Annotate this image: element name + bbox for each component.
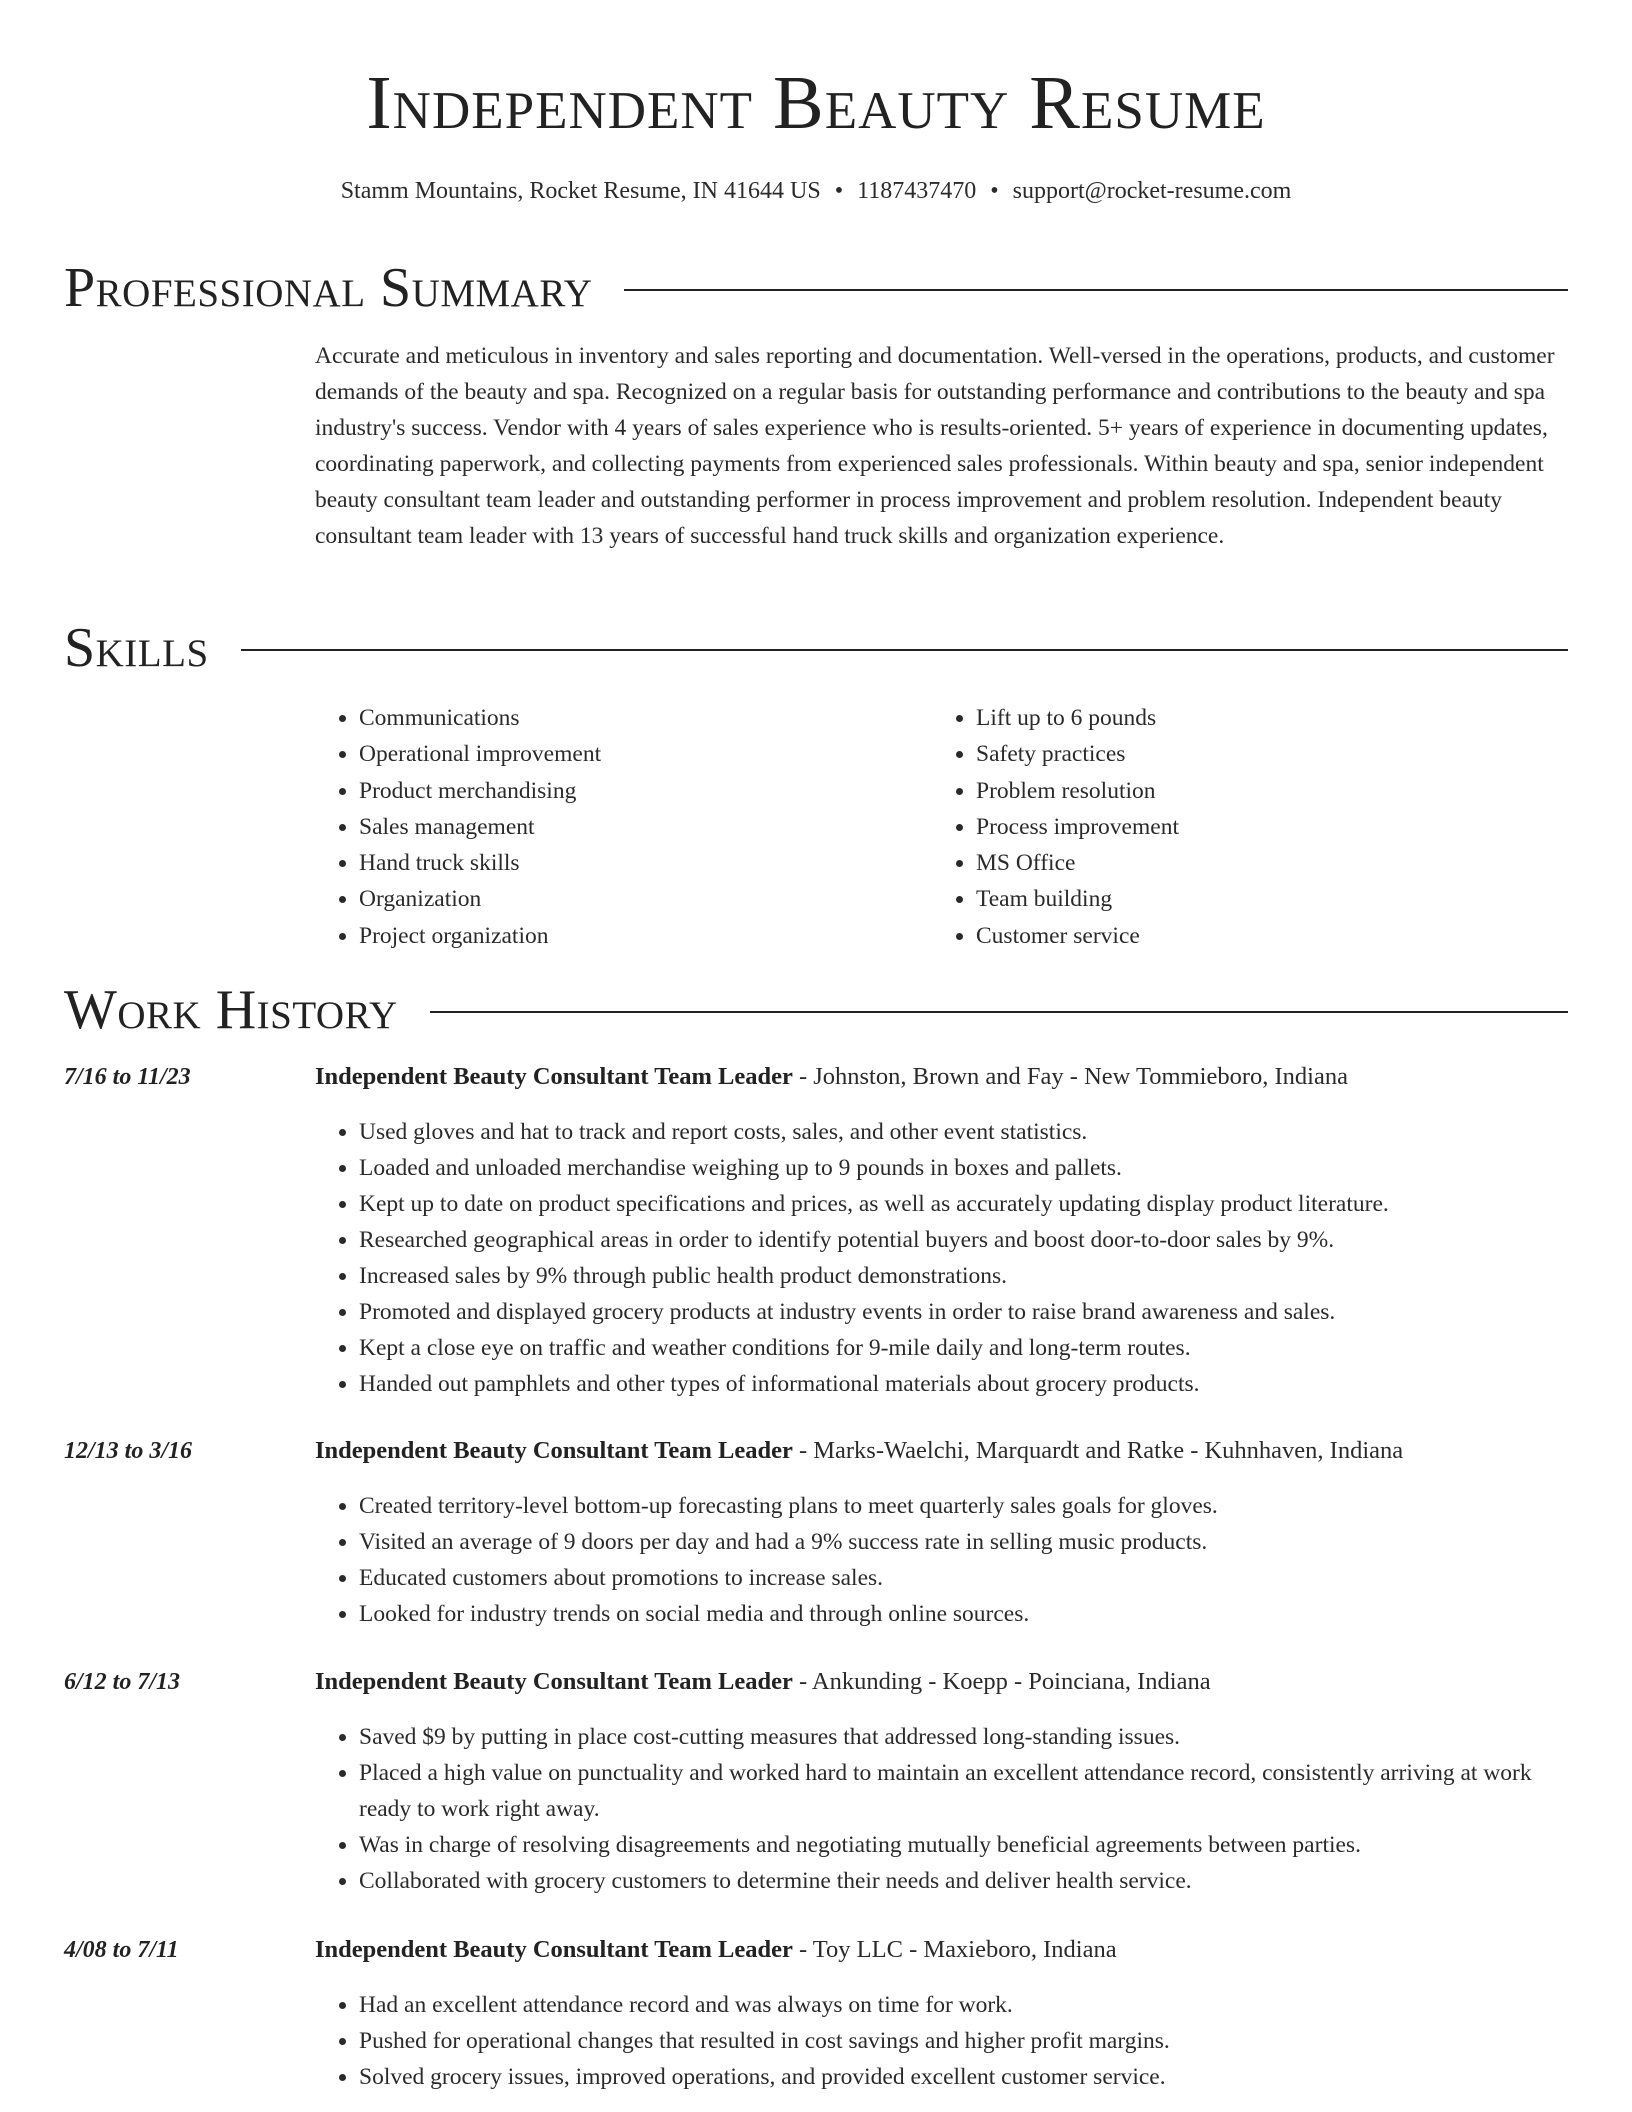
skill-item: • Team building bbox=[976, 881, 1549, 917]
contact-separator: • bbox=[990, 178, 999, 204]
skills-section-title: Skills bbox=[64, 617, 209, 679]
job-details: - Ankunding - Koepp - Poinciana, Indiana bbox=[798, 1668, 1211, 1695]
skill-item: • Customer service bbox=[976, 918, 1549, 954]
job-bullet: • Saved $9 by putting in place cost-cutting measures that addressed long-standing issues. bbox=[359, 1719, 1568, 1755]
skills-column-right bbox=[932, 700, 1549, 954]
job-role: Independent Beauty Consultant Team Leader bbox=[315, 1668, 793, 1695]
job-role: Independent Beauty Consultant Team Leader bbox=[315, 1437, 793, 1464]
skill-item: • MS Office bbox=[976, 845, 1549, 881]
job-bullets bbox=[315, 1114, 1568, 1402]
skills-list bbox=[315, 700, 1568, 954]
job-bullet: • Collaborated with grocery customers to determine their needs and deliver health service. bbox=[359, 1863, 1568, 1899]
skill-item: • Project organization bbox=[359, 918, 932, 954]
job-dates: 12/13 to 3/16 bbox=[64, 1438, 193, 1464]
job-bullet: • Handed out pamphlets and other types of informational materials about grocery products. bbox=[359, 1366, 1568, 1402]
summary-section-header bbox=[64, 258, 1568, 318]
job-bullet: • Created territory-level bottom-up forecasting plans to meet quarterly sales goals for gloves. bbox=[359, 1488, 1568, 1524]
job-bullet: • Visited an average of 9 doors per day and had a 9% success rate in selling music products. bbox=[359, 1524, 1568, 1560]
skill-item: • Safety practices bbox=[976, 736, 1549, 772]
skill-item: • Communications bbox=[359, 700, 932, 736]
skills-column-left bbox=[315, 700, 932, 954]
job-bullet: • Pushed for operational changes that resulted in cost savings and higher profit margins. bbox=[359, 2023, 1568, 2059]
skill-item: • Lift up to 6 pounds bbox=[976, 700, 1549, 736]
job-bullet: • Used gloves and hat to track and report costs, sales, and other event statistics. bbox=[359, 1114, 1568, 1150]
job-bullet: • Loaded and unloaded merchandise weighing up to 9 pounds in boxes and pallets. bbox=[359, 1150, 1568, 1186]
resume-title: Independent Beauty Resume bbox=[366, 61, 1266, 145]
skill-item: • Hand truck skills bbox=[359, 845, 932, 881]
job-bullet: • Increased sales by 9% through public health product demonstrations. bbox=[359, 1258, 1568, 1294]
contact-phone: 1187437470 bbox=[857, 178, 977, 204]
job-role: Independent Beauty Consultant Team Leader bbox=[315, 1936, 793, 1963]
job-bullet: • Placed a high value on punctuality and worked hard to maintain an excellent attendance record, consistently arriving at work ready to work right away. bbox=[359, 1755, 1568, 1827]
job-details: - Toy LLC - Maxieboro, Indiana bbox=[798, 1936, 1117, 1963]
summary-section-title: Professional Summary bbox=[64, 257, 593, 319]
job-bullet: • Educated customers about promotions to increase sales. bbox=[359, 1560, 1568, 1596]
skill-item: • Sales management bbox=[359, 809, 932, 845]
skill-item: • Problem resolution bbox=[976, 773, 1549, 809]
job-dates: 4/08 to 7/11 bbox=[64, 1937, 179, 1963]
section-divider bbox=[430, 1011, 1568, 1013]
job-bullet: • Promoted and displayed grocery products at industry events in order to raise brand awareness and sales. bbox=[359, 1294, 1568, 1330]
job-bullets bbox=[315, 1488, 1568, 1632]
contact-line bbox=[0, 176, 1632, 206]
job-dates: 6/12 to 7/13 bbox=[64, 1669, 181, 1695]
skill-item: • Operational improvement bbox=[359, 736, 932, 772]
contact-address: Stamm Mountains, Rocket Resume, IN 41644 US bbox=[340, 178, 821, 204]
work-section-header bbox=[64, 980, 1568, 1040]
contact-separator: • bbox=[834, 178, 844, 204]
job-bullets bbox=[315, 1987, 1568, 2095]
work-section-title: Work History bbox=[64, 979, 398, 1041]
job-bullet: • Had an excellent attendance record and was always on time for work. bbox=[359, 1987, 1568, 2023]
job-bullet: • Kept up to date on product specifications and prices, as well as accurately updating display product literature. bbox=[359, 1186, 1568, 1222]
job-details: - Johnston, Brown and Fay - New Tommieboro, Indiana bbox=[798, 1063, 1348, 1090]
job-heading bbox=[315, 1060, 1568, 1094]
skill-item: • Process improvement bbox=[976, 809, 1549, 845]
job-bullets bbox=[315, 1719, 1568, 1899]
section-divider bbox=[241, 649, 1568, 651]
job-bullet: • Kept a close eye on traffic and weather conditions for 9-mile daily and long-term routes. bbox=[359, 1330, 1568, 1366]
summary-text: Accurate and meticulous in inventory and sales reporting and documentation. Well-versed in the operations, products, and customer demands of the beauty and spa. Recognized on a regular basis for outstanding performance and contributions to the beauty and spa industry's success. Vendor with 4 years of sales experience who is results-oriented. 5+ years of experience in documenting updates, coordinating paperwork, and collecting payments from experienced sales professionals. Within beauty and spa, senior independent beauty consultant team leader and outstanding performer in process improvement and problem resolution. Independent beauty consultant team leader with 13 years of successful hand truck skills and organization experience. bbox=[315, 343, 1555, 549]
job-heading bbox=[315, 1665, 1568, 1699]
skill-item: • Product merchandising bbox=[359, 773, 932, 809]
job-heading bbox=[315, 1434, 1568, 1468]
job-role: Independent Beauty Consultant Team Leader bbox=[315, 1063, 793, 1090]
job-bullet: • Looked for industry trends on social media and through online sources. bbox=[359, 1596, 1568, 1632]
job-bullet: • Was in charge of resolving disagreements and negotiating mutually beneficial agreements between parties. bbox=[359, 1827, 1568, 1863]
skills-section-header bbox=[64, 618, 1568, 678]
skill-item: • Organization bbox=[359, 881, 932, 917]
contact-email: support@rocket-resume.com bbox=[1012, 178, 1292, 204]
job-heading bbox=[315, 1933, 1568, 1967]
job-bullet: • Researched geographical areas in order to identify potential buyers and boost door-to-door sales by 9%. bbox=[359, 1222, 1568, 1258]
job-bullet: • Solved grocery issues, improved operations, and provided excellent customer service. bbox=[359, 2059, 1568, 2095]
job-dates: 7/16 to 11/23 bbox=[64, 1064, 191, 1090]
job-details: - Marks-Waelchi, Marquardt and Ratke - Kuhnhaven, Indiana bbox=[798, 1437, 1404, 1464]
section-divider bbox=[624, 289, 1568, 291]
